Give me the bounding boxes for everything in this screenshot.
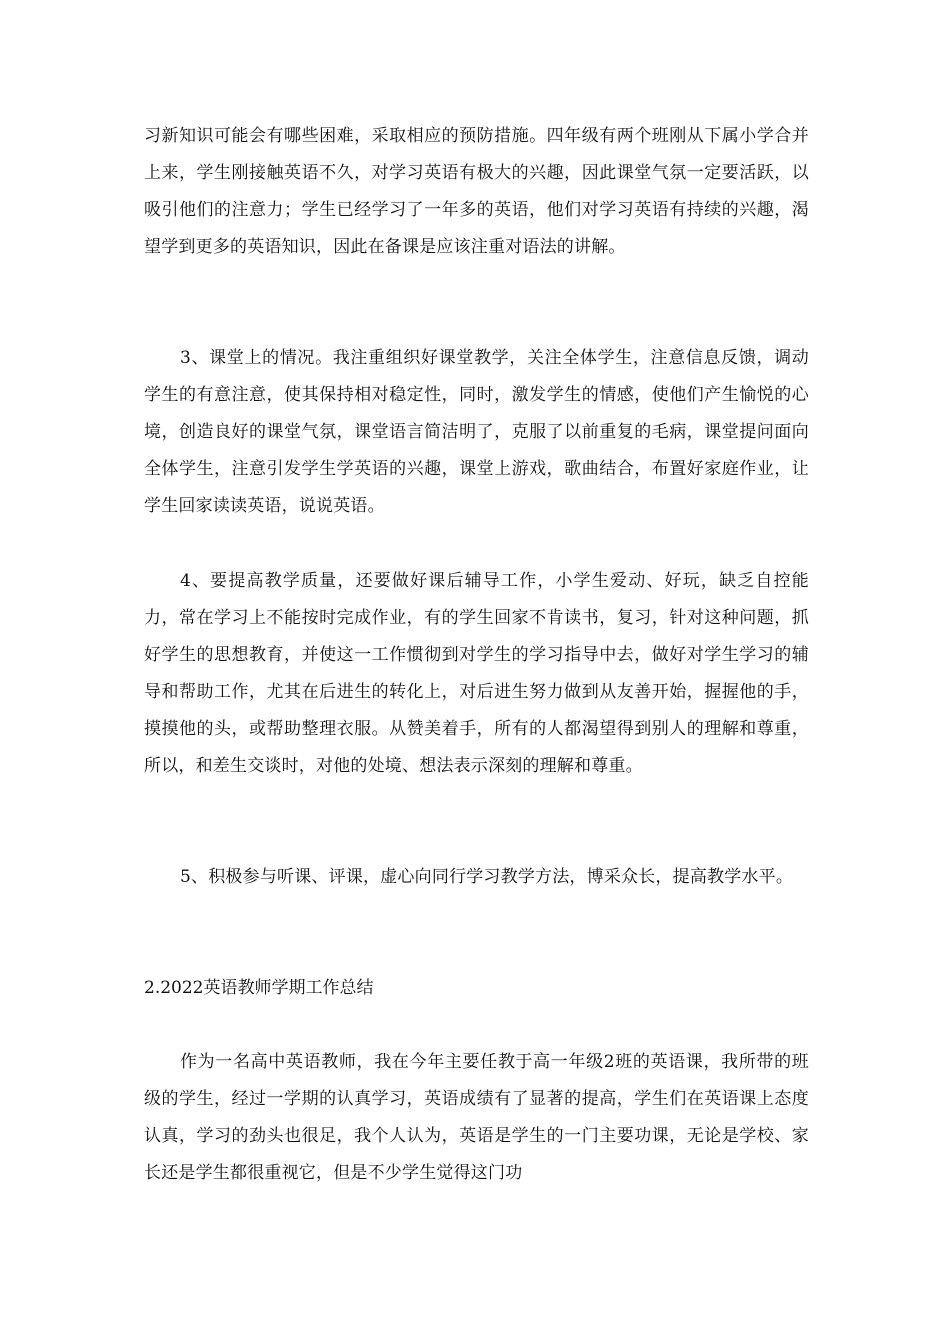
paragraph-preparation: 习新知识可能会有哪些困难，采取相应的预防措施。四年级有两个班刚从下属小学合并上来，学生刚接触英语不久，对学习英语有极大的兴趣，因此课堂气氛一定要活跃，以吸引他们的注意力；学生已经学习了一年多的英语，他们对学习英语有持续的兴趣，渴望学到更多的英语知识，因此在备课是应该注重对语法的讲解。	[144, 126, 809, 257]
section-heading: 2.2022英语教师学期工作总结	[144, 978, 374, 998]
paragraph-summary: 作为一名高中英语教师，我在今年主要任教于高一年级2班的英语课，我所带的班级的学生，经过一学期的认真学习，英语成绩有了显著的提高，学生们在英语课上态度认真，学习的劲头也很足，我个人认为，英语是学生的一门主要功课，无论是学校、家长还是学生都很重视它，但是不少学生觉得这门功	[144, 1052, 809, 1183]
paragraph-observation: 5、积极参与听课、评课，虚心向同行学习教学方法，博采众长，提高教学水平。	[180, 867, 794, 887]
paragraph-tutoring: 4、要提高教学质量，还要做好课后辅导工作，小学生爱动、好玩，缺乏自控能力，常在学习上不能按时完成作业，有的学生回家不肯读书，复习，针对这种问题，抓好学生的思想教育，并使这一工作惯彻到对学生的学习指导中去，做好对学生学习的辅导和帮助工作，尤其在后进生的转化上，对后进生努力做到从友善开始，握握他的手，摸摸他的头，或帮助整理衣服。从赞美着手，所有的人都渴望得到别人的理解和尊重，所以，和差生交谈时，对他的处境、想法表示深刻的理解和尊重。	[144, 571, 809, 776]
paragraph-classroom: 3、课堂上的情况。我注重组织好课堂教学，关注全体学生，注意信息反馈，调动学生的有意注意，使其保持相对稳定性，同时，激发学生的情感，使他们产生愉悦的心境，创造良好的课堂气氛，课堂语言简洁明了，克服了以前重复的毛病，课堂提问面向全体学生，注意引发学生学英语的兴趣，课堂上游戏，歌曲结合，布置好家庭作业，让学生回家读读英语，说说英语。	[144, 348, 809, 516]
